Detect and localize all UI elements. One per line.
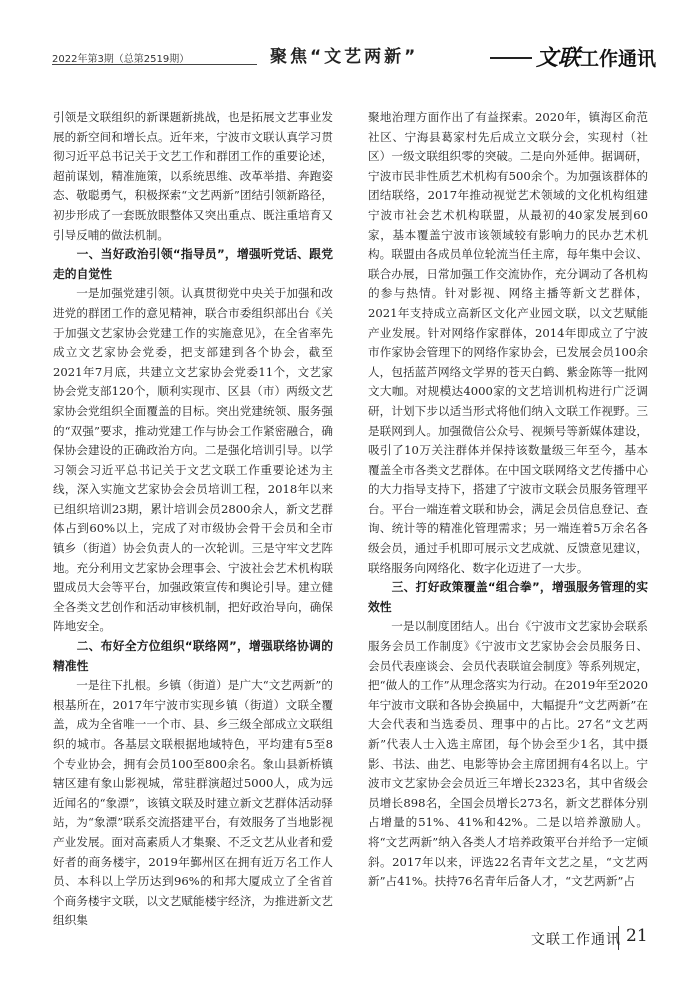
page-number: 21 [626, 926, 648, 946]
left-column [53, 108, 333, 931]
page-header [0, 0, 700, 72]
header-rule-left [52, 64, 257, 65]
brand-logo-text: 文联 [536, 46, 581, 71]
brand-rest-text: 工作通讯 [580, 48, 657, 70]
paragraph: 一是加强党建引领。认真贯彻党中央关于加强和改进党的群团工作的意见精神，联合市委组织部出台《关于加强文艺家协会党建工作的实施意见》，在全省率先成立文艺家协会党委，把支部建到各个协会，截至2021年7月底，共建立文艺家协会党委11个，文艺家协会党支部120个，顺利实现市、区县（市）两级文艺家协会党组织全面覆盖的目标。突出党建统领、服务强的“双强”要求，推动党建工作与协会工作紧密融合，确保协会建设的正确政治方向。二是强化培训引导。以学习领会习近平总书记关于文艺文联工作重要论述为主线，深入实施文艺家协会会员培训工程，2018年以来已组织培训23期，累计培训会员2800余人，新文艺群体占到60%以上，完成了对市级协会骨干会员和全市镇乡（街道）协会负责人的一次轮训。三是守牢文艺阵地。充分利用文艺家协会理事会、宁波社会艺术机构联盟成员大会等平台，加强政策宣传和舆论引导。建立健全各类文艺创作和活动审核机制，把好政治导向，确保阵地安全。 [53, 286, 333, 634]
section-heading-1: 一、当好政治引领“指导员”，增强听党话、跟党走的自觉性 [53, 247, 333, 281]
column-title: 聚焦“文艺两新” [270, 47, 419, 67]
footer-divider [618, 926, 619, 950]
issue-info: 2022年第3期（总第2519期） [52, 54, 190, 65]
section-heading-3: 三、打好政策覆盖“组合拳”，增强服务管理的实效性 [368, 580, 648, 614]
paragraph: 一是以制度团结人。出台《宁波市文艺家协会联系服务会员工作制度》《宁波市文艺家协会会员服务日、会员代表座谈会、会员代表联谊会制度》等系列规定，把“做人的工作”从理念落实为行动。在2019年至2020年宁波市文联和各协会换届中，大幅提升“文艺两新”在大会代表和当选委员、理事中的占比。27名“文艺两新”代表人士入选主席团，每个协会至少1名，其中摄影、书法、曲艺、电影等协会主席团拥有4名以上。宁波市文艺家协会会员近三年增长2323名，其中省级会员增长898名，全国会员增长273名，新文艺群体分别占增量的51%、41%和42%。二是以培养激励人。将“文艺两新”纳入各类人才培养政策平台并给予一定倾斜。2017年以来，评选22名青年文艺之星，“文艺两新”占41%。扶持76名青年后备人才，“文艺两新”占 [368, 619, 648, 889]
footer-title: 文联工作通讯 [531, 932, 621, 948]
paragraph: 引领是文联组织的新课题新挑战，也是拓展文艺事业发展的新空间和增长点。近年来，宁波市文联认真学习贯彻习近平总书记关于文艺工作和群团工作的重要论述，超前谋划，精准施策，以系统思维、改革举措、奔跑姿态、敬聪勇气，积极探索“文艺两新”团结引领新路径，初步形成了一套既放眼整体又突出重点、既注重培育又引导反哺的做法机制。 [53, 110, 333, 242]
section-heading-2: 二、布好全方位组织“联络网”，增强联络协调的精准性 [53, 639, 333, 673]
header-rule-right [490, 57, 532, 59]
paragraph: 聚地治理方面作出了有益探索。2020年，镇海区俞范社区、宁海县葛家村先后成立文联分会，实现村（社区）一级文联组织零的突破。二是向外延伸。据调研，宁波市民非性质艺术机构有500余个。为加强该群体的团结联络，2017年推动视觉艺术领域的文化机构组建宁波市社会艺术机构联盟，从最初的40家发展到60家，基本覆盖宁波市该领域较有影响力的民办艺术机构。联盟由各成员单位轮流当任主席，每年集中会议、联合办展，日常加强工作交流协作，充分调动了各机构的参与热情。针对影视、网络主播等新文艺群体，2021年支持成立高新区文化产业园文联，以文艺赋能产业发展。针对网络作家群体，2014年即成立了宁波市作家协会管理下的网络作家协会，已发展会员100余人，包括蓝芦网络文学界的苍天白鹤、紫金陈等一批网文大咖。对规模达4000家的文艺培训机构进行广泛调研，计划下步以适当形式将他们纳入文联工作视野。三是联网到人。加强微信公众号、视频号等新媒体建设，吸引了10万关注群体并保持该数量级三年至今，基本覆盖全市各类文艺群体。在中国文联网络文艺传播中心的大力指导支持下，搭建了宁波市文联会员服务管理平台。平台一端连着文联和协会，满足会员信息登记、查询、统计等的精准化管理需求；另一端连着5万余名各级会员，通过手机即可展示文艺成就、反馈意见建议，联络服务向网络化、数字化迈进了一大步。 [368, 110, 648, 575]
paragraph: 一是往下扎根。乡镇（街道）是广大“文艺两新”的根基所在，2017年宁波市实现乡镇（街道）文联全覆盖，成为全省唯一一个市、县、乡三级全部成立文联组织的城市。各基层文联根据地域特色，平均建有5至8个专业协会，拥有会员100至800余名。象山县新桥镇辖区建有象山影视城，常驻群演超过5000人，成为远近闻名的“象漂”，该镇文联及时建立新文艺群体活动驿站，为“象漂”联系交流搭建平台，有效服务了当地影视产业发展。面对高素质人才集聚、不乏文艺从业者和爱好者的商务楼宇，2019年鄞州区在拥有近万名工作人员、本科以上学历达到96%的和邦大厦成立了全省首个商务楼宇文联，以文艺赋能楼宇经济，为推进新文艺组织集 [53, 678, 333, 928]
publication-brand [536, 41, 656, 72]
right-column [368, 108, 648, 892]
